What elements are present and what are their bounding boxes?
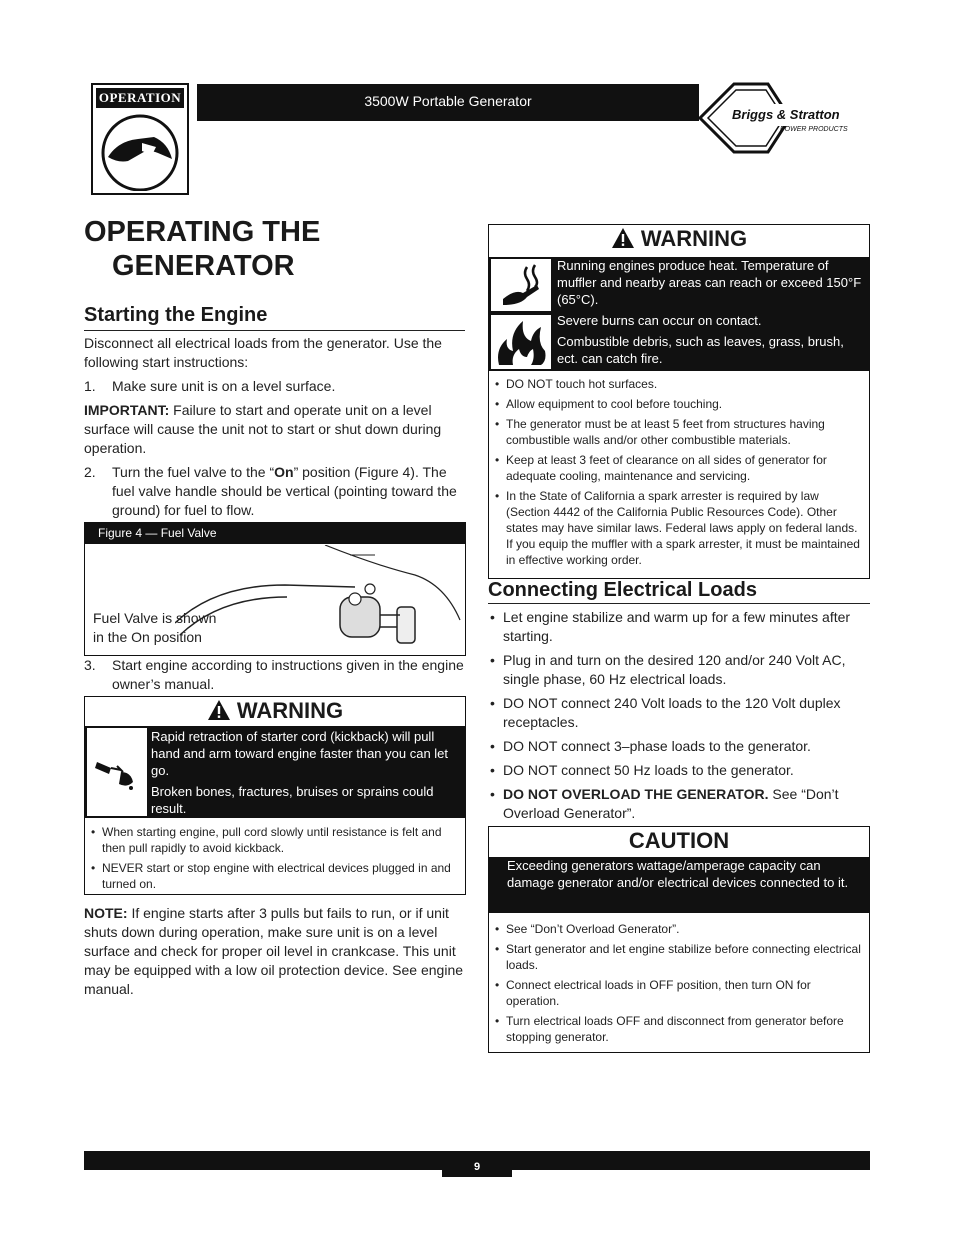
hot-surface-icon-cell: [491, 259, 551, 311]
list-item: • Start generator and let engine stabilize before connecting electrical loads.: [492, 941, 866, 973]
starting-intro: Disconnect all electrical loads from the generator. Use the following start instructions:: [84, 335, 442, 370]
step-1-number: 1.: [84, 378, 96, 394]
kickback-icon-cell: [87, 728, 147, 816]
caution-bullets: [492, 921, 866, 1049]
starting-engine-heading: Starting the Engine: [84, 304, 465, 331]
kickback-message-1: Rapid retraction of starter cord (kickback) will pull hand and arm toward engine faster than you can let go.: [151, 728, 463, 779]
hot-surface-icon: [491, 259, 551, 311]
page-title-line1: OPERATING THE: [84, 216, 321, 248]
note-text: If engine starts after 3 pulls but fails to run, or if unit shuts down during operation, make sure unit is on a level surface and check for proper oil level in crankcase. This unit may be equipped with a low oil protection device. See engine manual.: [84, 905, 464, 997]
list-item: • Let engine stabilize and warm up for a few minutes after starting.: [488, 608, 870, 646]
step-1: [84, 377, 466, 396]
list-item: • DO NOT connect 3–phase loads to the generator.: [488, 737, 870, 756]
brand-name: Briggs & Stratton: [732, 107, 840, 122]
step-2-on: On: [274, 464, 294, 480]
list-item: • DO NOT connect 240 Volt loads to the 120 Volt duplex receptacles.: [488, 694, 870, 732]
list-item: • Connect electrical loads in OFF position, then turn ON for operation.: [492, 977, 866, 1009]
list-item: • NEVER start or stop engine with electrical devices plugged in and turned on.: [88, 860, 462, 892]
step-3: [84, 656, 466, 694]
list-item: • DO NOT connect 50 Hz loads to the generator.: [488, 761, 870, 780]
caution-box: [488, 826, 870, 1053]
briggs-stratton-logo: [698, 82, 874, 154]
important-label: IMPORTANT:: [84, 402, 170, 418]
warning-title-text: WARNING: [236, 698, 344, 723]
list-item: • Keep at least 3 feet of clearance on all sides of generator for adequate cooling, maintenance and servicing.: [492, 452, 866, 484]
list-item: • Plug in and turn on the desired 120 and/or 240 Volt AC, single phase, 60 Hz electrical loads.: [488, 651, 870, 689]
hot-surface-bullets: [492, 376, 866, 572]
operation-badge: [91, 83, 189, 195]
caution-title: CAUTION: [628, 828, 730, 853]
important-text: Failure to start and operate unit on a level surface will cause the unit not to start or shut down during operation.: [84, 402, 442, 456]
list-item: • Allow equipment to cool before touching.: [492, 396, 866, 412]
kickback-warning-box: [84, 696, 466, 895]
list-item: [488, 785, 870, 823]
overload-warning-bold: DO NOT OVERLOAD THE GENERATOR.: [503, 786, 769, 802]
warning-title: [489, 225, 869, 253]
overload-warning-rest: See “Don’t Overload Generator”.: [503, 786, 839, 821]
connecting-loads-heading: Connecting Electrical Loads: [488, 579, 870, 604]
engine-note: [84, 904, 466, 999]
brand-subtitle: POWER PRODUCTS: [780, 126, 848, 133]
figure-caption: Figure 4 — Fuel Valve: [85, 523, 465, 544]
kickback-message-2: Broken bones, fractures, bruises or sprains could result.: [151, 783, 463, 817]
connecting-loads-list: [488, 608, 870, 828]
step-2-text-b: ” position (Figure 4). The fuel valve handle should be vertical (pointing toward the ground) for fuel to flow.: [112, 464, 457, 518]
fire-icon-cell: [491, 315, 551, 369]
caution-message: Exceeding generators wattage/amperage capacity can damage generator and/or electrical devices connected to it.: [489, 857, 869, 913]
page-title-line2: GENERATOR: [112, 250, 295, 282]
step-3-number: 3.: [84, 657, 96, 673]
operation-badge-label: OPERATION: [96, 88, 184, 108]
list-item: • The generator must be at least 5 feet from structures having combustible walls and/or other combustible materials.: [492, 416, 866, 448]
step-2-text: [112, 463, 466, 520]
step-3-text: Start engine according to instructions given in the engine owner’s manual.: [112, 657, 464, 692]
step-2: [84, 463, 466, 520]
figure-text-line1: Fuel Valve is shown: [93, 610, 217, 626]
warning-triangle-icon: [611, 227, 635, 249]
kickback-icon: [87, 728, 147, 816]
hot-surface-message-3: Combustible debris, such as leaves, grass, brush, ect. can catch fire.: [557, 333, 867, 367]
list-item: • Turn electrical loads OFF and disconnect from generator before stopping generator.: [492, 1013, 866, 1045]
fire-icon: [491, 315, 551, 369]
figure-4-fuel-valve: [84, 522, 466, 656]
page-number: 9: [442, 1151, 512, 1177]
figure-description: [93, 609, 216, 647]
list-item: • When starting engine, pull cord slowly until resistance is felt and then pull rapidly to avoid kickback.: [88, 824, 462, 856]
list-item: • DO NOT touch hot surfaces.: [492, 376, 866, 392]
important-note: [84, 401, 466, 458]
hot-surface-message-2: Severe burns can occur on contact.: [557, 312, 867, 329]
list-item: • In the State of California a spark arrester is required by law (Section 4442 of the California Public Resources Code). Other states may have similar laws. Federal laws apply on federal lands. If you equip the muffler with a spark arrester, it must be maintained in effective working order.: [492, 488, 866, 568]
figure-text-line2: in the On position: [93, 629, 202, 645]
page-title: [84, 215, 464, 283]
warning-title-text: WARNING: [640, 226, 748, 251]
hot-surface-warning-box: [488, 224, 870, 579]
warning-title: [85, 697, 465, 725]
step-2-text-a: Turn the fuel valve to the “: [112, 464, 275, 480]
operation-hand-icon: [98, 113, 182, 191]
header-title-bar: 3500W Portable Generator: [197, 84, 699, 121]
hot-surface-message-1: Running engines produce heat. Temperature of muffler and nearby areas can reach or exceed 150°F (65°C).: [557, 257, 867, 308]
list-item: • See “Don’t Overload Generator”.: [492, 921, 866, 937]
step-1-text: Make sure unit is on a level surface.: [112, 378, 336, 394]
warning-triangle-icon: [207, 699, 231, 721]
step-2-number: 2.: [84, 464, 96, 480]
kickback-bullets: [88, 824, 462, 896]
fuel-valve-figure: [175, 545, 465, 655]
note-label: NOTE:: [84, 905, 128, 921]
